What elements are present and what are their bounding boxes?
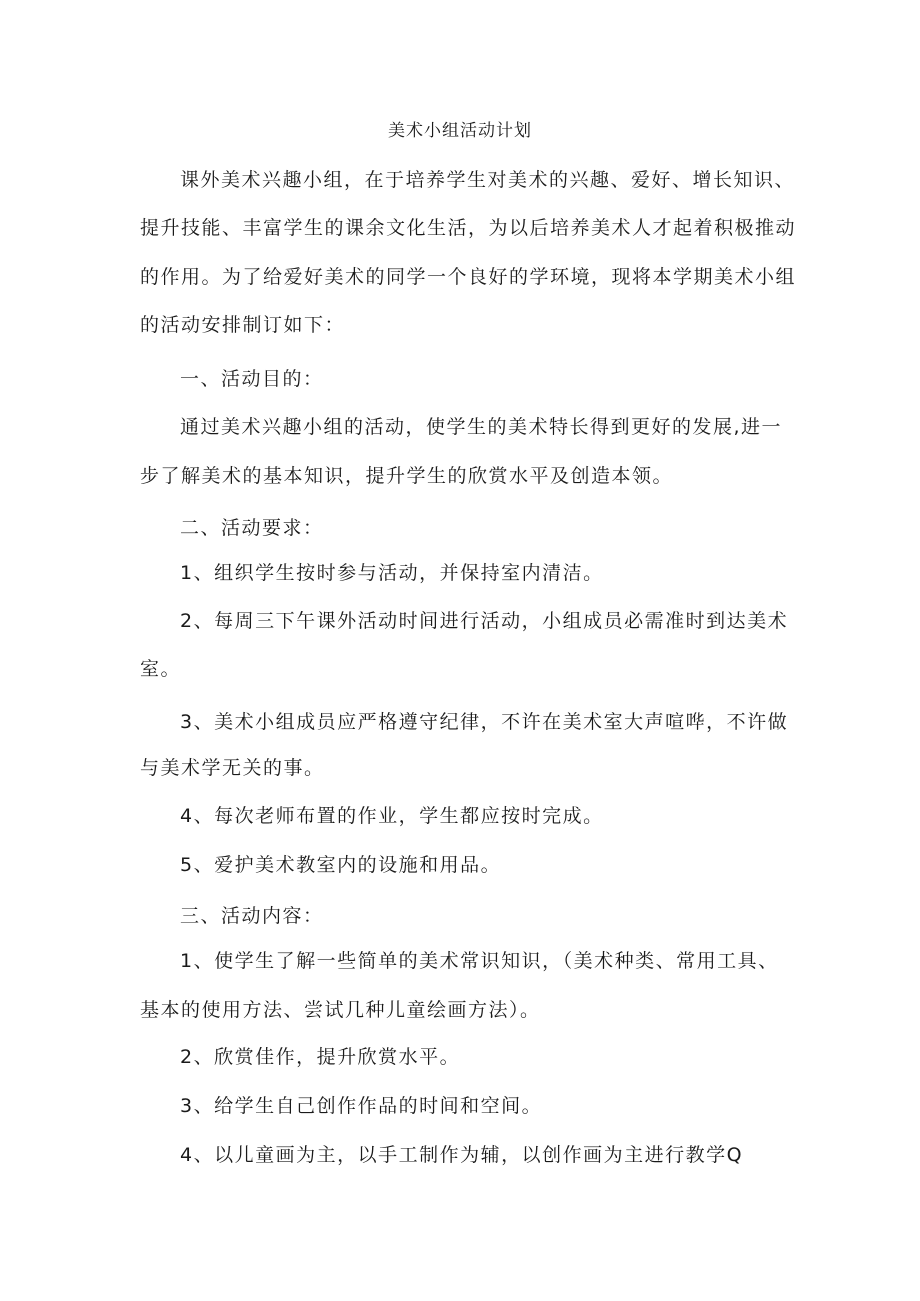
text-line: 的活动安排制订如下： bbox=[140, 314, 346, 336]
text-line: 2、每周三下午课外活动时间进行活动，小组成员必需准时到达美术 bbox=[180, 610, 789, 632]
text-line: 3、美术小组成员应严格遵守纪律，不许在美术室大声喧哗，不许做 bbox=[180, 711, 789, 733]
text-line: 2、欣赏佳作，提升欣赏水平。 bbox=[180, 1046, 461, 1068]
section-heading: 三、活动内容： bbox=[180, 905, 324, 927]
text-line: 1、组织学生按时参与活动，并保持室内清洁。 bbox=[180, 562, 604, 584]
document-title: 美术小组活动计划 bbox=[388, 121, 532, 141]
text-line: 提升技能、丰富学生的课余文化生活，为以后培养美术人才起着积极推动 bbox=[140, 217, 797, 239]
text-line: 3、给学生自己创作作品的时间和空间。 bbox=[180, 1095, 543, 1117]
text-line: 基本的使用方法、尝试几种儿童绘画方法）。 bbox=[140, 999, 541, 1021]
text-line: 的作用。为了给爱好美术的同学一个良好的学环境，现将本学期美术小组 bbox=[140, 266, 797, 288]
section-heading: 二、活动要求： bbox=[180, 517, 324, 539]
text-line: 通过美术兴趣小组的活动，使学生的美术特长得到更好的发展,进一 bbox=[180, 416, 783, 438]
text-line: 课外美术兴趣小组，在于培养学生对美术的兴趣、爱好、增长知识、 bbox=[180, 169, 796, 191]
text-line: 1、使学生了解一些简单的美术常识知识，（美术种类、常用工具、 bbox=[180, 950, 779, 972]
text-line: 步了解美术的基本知识，提升学生的欣赏水平及创造本领。 bbox=[140, 465, 674, 487]
text-line: 与美术学无关的事。 bbox=[140, 757, 325, 779]
text-line: 室。 bbox=[140, 658, 182, 680]
text-line: 4、以儿童画为主，以手工制作为辅，以创作画为主进行教学Q bbox=[180, 1144, 744, 1166]
text-line: 5、爱护美术教室内的设施和用品。 bbox=[180, 854, 502, 876]
text-line: 4、每次老师布置的作业，学生都应按时完成。 bbox=[180, 805, 604, 827]
section-heading: 一、活动目的： bbox=[180, 368, 324, 390]
